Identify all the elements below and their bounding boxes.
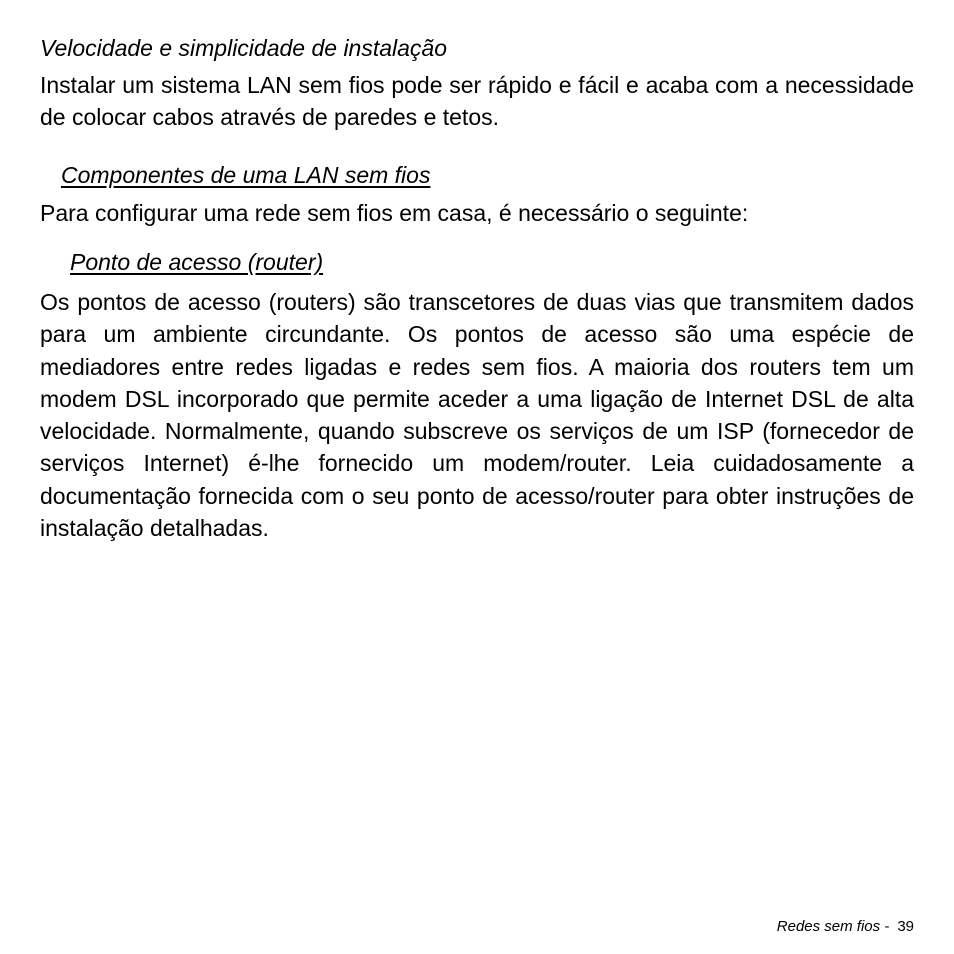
page-number: 39 xyxy=(897,918,914,935)
section-heading-wireless-lan-components: Componentes de uma LAN sem fios xyxy=(61,162,431,188)
footer-section-label: Redes sem fios - xyxy=(776,918,890,935)
section-heading-installation-speed: Velocidade e simplicidade de instalação xyxy=(40,35,448,61)
paragraph-access-point: Os pontos de acesso (routers) são transcetores de duas vias que transmitem dados para um ambiente circundante. Os pontos de acesso são uma espécie de mediadores entre redes ligadas e redes sem fios. A maioria dos routers tem um modem DSL incorporado que permite aceder a uma ligação de Internet DSL de alta velocidade. Normalmente, quando subscreve os serviços de um ISP (fornecedor de serviços Internet) é-lhe fornecido um modem/router. Leia cuidadosamente a documentação fornecida com o seu ponto de acesso/router para obter instruções de instalação detalhadas. xyxy=(40,289,914,542)
paragraph-wireless-lan-components: Para configurar uma rede sem fios em casa, é necessário o seguinte: xyxy=(40,200,749,226)
paragraph-installation-speed: Instalar um sistema LAN sem fios pode ser rápido e fácil e acaba com a necessidade de colocar cabos através de paredes e tetos. xyxy=(40,72,914,131)
page-footer xyxy=(777,917,914,937)
section-heading-access-point: Ponto de acesso (router) xyxy=(70,249,324,275)
